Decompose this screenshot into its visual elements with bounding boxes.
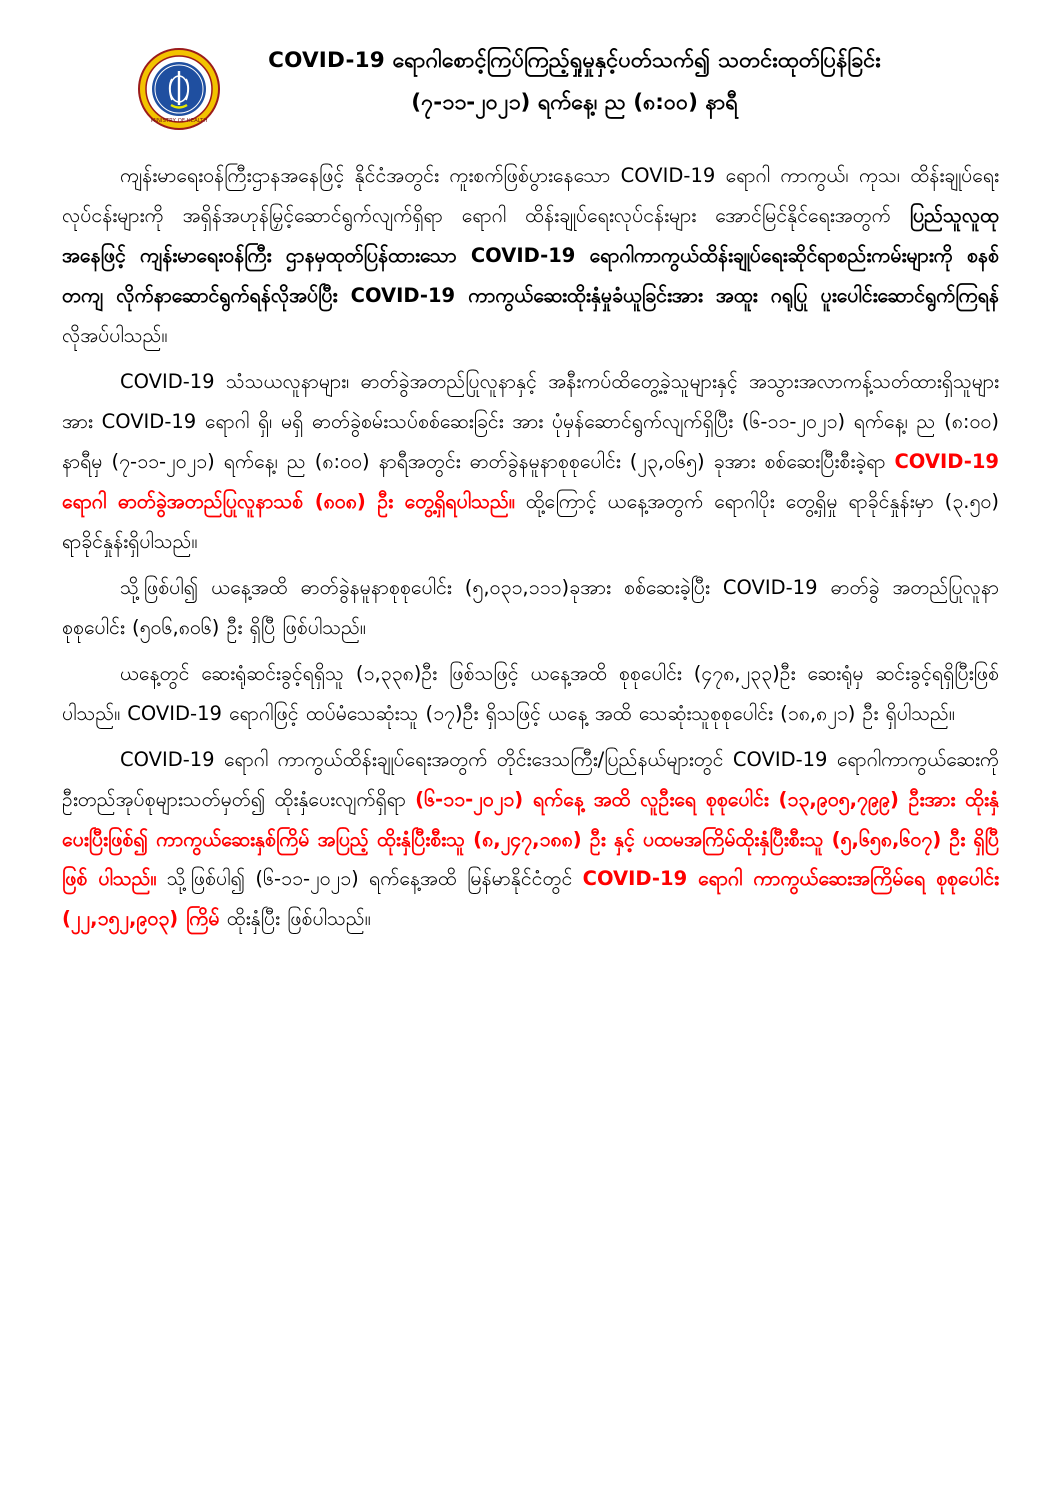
paragraph-5 (62, 740, 999, 940)
header-title-block (220, 44, 999, 122)
paragraph-4 (62, 654, 999, 734)
document-header (62, 44, 999, 130)
para-1-run-0: ကျန်းမာရေးဝန်ကြီးဌာနအနေဖြင့် နိုင်ငံအတွင်း ကူးစက်ဖြစ်ပွားနေသော COVID-19 ရောဂါ ကာကွယ်၊ ကုသ၊ ထိန်းချုပ်ရေးလုပ်ငန်းများကို အရှိန်အဟုန်မြှင့်ဆောင်ရွက်လျက်ရှိရာ ရောဂါ ထိန်းချုပ်ရေးလုပ်ငန်းများ အောင်မြင်နိုင်ရေးအတွက် (62, 164, 999, 227)
para-5-run-1: (၆-၁၁-၂၀၂၁) ရက်နေ့ အထိ လူဦးရေ စုစုပေါင်း (၁၃,၉၀၅,၇၉၉) ဦးအား ထိုးနှံပေးပြီးဖြစ်၍ ကာကွယ်ဆေးနှစ်ကြိမ် အပြည့် ထိုးနှံပြီးစီးသူ (၈,၂၄၇,၁၈၈) ဦး နှင့် ပထမအကြိမ်ထိုးနှံပြီးစီးသူ (၅,၆၅၈,၆၀၇) ဦး ရှိပြီဖြစ် ပါသည်။ (62, 787, 999, 891)
para-1-run-2: လိုအပ်ပါသည်။ (62, 323, 168, 347)
para-2-run-2: ထို့ကြောင့် ယနေ့အတွက် ရောဂါပိုး တွေ့ရှိမှု ရာခိုင်နှုန်းမှာ (၃.၅၀) ရာခိုင်နှုန်းရှိပါသည်။ (62, 489, 999, 553)
para-4-run-0: ယနေ့တွင် ဆေးရုံဆင်းခွင့်ရရှိသူ (၁,၃၃၈)ဦး ဖြစ်သဖြင့် ယနေ့အထိ စုစုပေါင်း (၄၇၈,၂၃၃)ဦး ဆေးရုံမှ ဆင်းခွင့်ရရှိပြီးဖြစ်ပါသည်။ COVID-19 ရောဂါဖြင့် ထပ်မံသေဆုံးသူ (၁၇)ဦး ရှိသဖြင့် ယနေ့ အထိ သေဆုံးသူစုစုပေါင်း (၁၈,၈၂၁) ဦး ရှိပါသည်။ (62, 661, 999, 725)
paragraph-1 (62, 156, 999, 356)
para-5-run-4: ထိုးနှံပြီး ဖြစ်ပါသည်။ (219, 907, 371, 931)
page-subtitle-datetime: (၇-၁၁-၂၀၂၁) ရက်နေ့၊ ည (၈:၀၀) နာရီ (411, 90, 738, 116)
document-body (62, 156, 999, 939)
para-5-run-0: COVID-19 ရောဂါ ကာကွယ်ထိန်းချုပ်ရေးအတွက် တိုင်းဒေသကြီး/ပြည်နယ်များတွင် COVID-19 ရောဂါကာကွယ်ဆေးကို ဦးတည်အုပ်စုများသတ်မှတ်၍ ထိုးနှံပေးလျက်ရှိရာ (62, 747, 999, 811)
para-3-run-0: သို့ဖြစ်ပါ၍ ယနေ့အထိ ဓာတ်ခွဲနမူနာစုစုပေါင်း (၅,၀၃၁,၁၁၁)ခုအား စစ်ဆေးခဲ့ပြီး COVID-19 ဓာတ်ခွဲ အတည်ပြုလူနာ စုစုပေါင်း (၅၀၆,၈၀၆) ဦး ရှိပြီ ဖြစ်ပါသည်။ (62, 575, 999, 639)
para-2-run-0: COVID-19 သံသယလူနာများ၊ ဓာတ်ခွဲအတည်ပြုလူနာနှင့် အနီးကပ်ထိတွေ့ခဲ့သူများနှင့် အသွားအလာကန့်သတ်ထားရှိသူများအား COVID-19 ရောဂါ ရှိ၊ မရှိ ဓာတ်ခွဲစမ်းသပ်စစ်ဆေးခြင်း အား ပုံမှန်ဆောင်ရွက်လျက်ရှိပြီး (၆-၁၁-၂၀၂၁) ရက်နေ့၊ ည (၈:၀၀) နာရီမှ (၇-၁၁-၂၀၂၁) ရက်နေ့၊ ည (၈:၀၀) နာရီအတွင်း ဓာတ်ခွဲနမူနာစုစုပေါင်း (၂၃,၀၆၅) ခုအား စစ်ဆေးပြီးစီးခဲ့ရာ (62, 369, 999, 473)
page-title: COVID-19 ရောဂါစောင့်ကြပ်ကြည့်ရှုမှုနှင့်ပတ်သက်၍ သတင်းထုတ်ပြန်ခြင်း (268, 48, 881, 73)
para-5-run-2: သို့ဖြစ်ပါ၍ (၆-၁၁-၂၀၂၁) ရက်နေ့အထိ မြန်မာနိုင်ငံတွင် (156, 867, 583, 891)
para-2-run-1: COVID-19 ရောဂါ ဓာတ်ခွဲအတည်ပြုလူနာသစ် (၈၀၈) ဦး တွေ့ရှိရပါသည်။ (62, 449, 999, 513)
para-5-run-3: COVID-19 ရောဂါ ကာကွယ်ဆေးအကြိမ်ရေ စုစုပေါင်း (၂၂,၁၅၂,၉၀၃) ကြိမ် (62, 867, 1000, 931)
ministry-of-health-logo-icon (138, 48, 220, 130)
paragraph-2 (62, 362, 999, 562)
svg-text:MINISTRY OF HEALTH: MINISTRY OF HEALTH (150, 118, 208, 124)
paragraph-3 (62, 568, 999, 648)
para-1-run-1: ပြည်သူလူထုအနေဖြင့် ကျန်းမာရေးဝန်ကြီး ဌာနမှထုတ်ပြန်ထားသော COVID-19 ရောဂါကာကွယ်ထိန်းချုပ်ရေးဆိုင်ရာစည်းကမ်းများကို စနစ် တကျ လိုက်နာဆောင်ရွက်ရန်လိုအပ်ပြီး COVID-19 ကာကွယ်ဆေးထိုးနှံမှုခံယူခြင်းအား အထူး ဂရုပြု ပူးပေါင်းဆောင်ရွက်ကြရန် (62, 203, 999, 307)
